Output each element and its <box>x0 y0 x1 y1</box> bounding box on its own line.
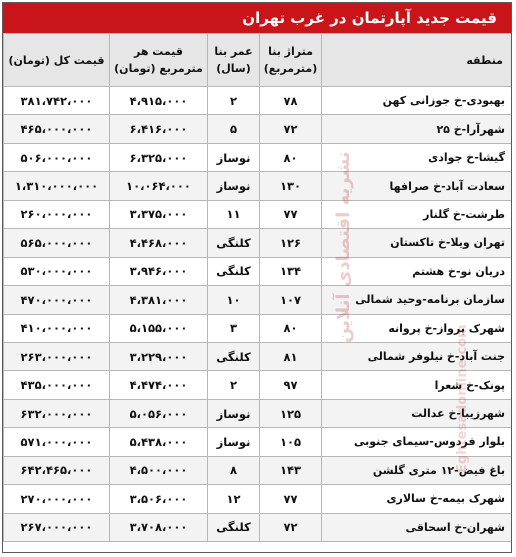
cell-total-price: ۳۸۱،۷۴۲،۰۰۰ <box>4 87 110 115</box>
cell-age: ۱۰ <box>208 286 260 314</box>
cell-area: ۷۲ <box>260 513 322 541</box>
cell-total-price: ۴۳۵،۰۰۰،۰۰۰ <box>4 371 110 399</box>
cell-age: ۲ <box>208 87 260 115</box>
cell-price-per-m2: ۳،۵۰۶،۰۰۰ <box>110 485 208 513</box>
watermark-fa: نشریه اقتصادی آنلاین <box>333 151 354 343</box>
cell-area: ۸۰ <box>260 314 322 342</box>
watermark-en: Eghtesadonline.com <box>455 324 470 473</box>
cell-age: کلنگی <box>208 257 260 285</box>
table-row <box>4 286 512 314</box>
table-row <box>4 87 512 115</box>
table-row <box>4 485 512 513</box>
cell-total-price: ۶۴۲،۴۶۵،۰۰۰ <box>4 456 110 484</box>
cell-total-price: ۵۶۵،۰۰۰،۰۰۰ <box>4 229 110 257</box>
cell-region: شهرزیبا-خ عدالت <box>322 399 512 427</box>
cell-area: ۱۴۳ <box>260 456 322 484</box>
cell-area: ۱۳۰ <box>260 172 322 200</box>
cell-age: ۸ <box>208 456 260 484</box>
cell-total-price: ۲۶۰،۰۰۰،۰۰۰ <box>4 200 110 228</box>
price-table-card <box>2 2 512 553</box>
cell-age: کلنگی <box>208 513 260 541</box>
table-row <box>4 371 512 399</box>
table-row <box>4 229 512 257</box>
cell-total-price: ۱،۳۱۰،۰۰۰،۰۰۰ <box>4 172 110 200</box>
table-row <box>4 172 512 200</box>
cell-region: پونک-خ شعرا <box>322 371 512 399</box>
cell-area: ۱۰۷ <box>260 286 322 314</box>
cell-age: ۱۲ <box>208 485 260 513</box>
cell-region: طرشت-خ گلنار <box>322 200 512 228</box>
cell-age: نوساز <box>208 143 260 171</box>
table-row <box>4 314 512 342</box>
cell-total-price: ۵۷۱،۰۰۰،۰۰۰ <box>4 428 110 456</box>
cell-price-per-m2: ۶،۴۱۶،۰۰۰ <box>110 115 208 143</box>
cell-price-per-m2: ۵،۰۵۶،۰۰۰ <box>110 399 208 427</box>
cell-price-per-m2: ۱۰،۰۶۴،۰۰۰ <box>110 172 208 200</box>
cell-region: بلوار فردوس-سیمای جنوبی <box>322 428 512 456</box>
cell-area: ۷۷ <box>260 485 322 513</box>
table-row <box>4 428 512 456</box>
cell-total-price: ۴۶۵،۰۰۰،۰۰۰ <box>4 115 110 143</box>
cell-price-per-m2: ۴،۵۰۰،۰۰۰ <box>110 456 208 484</box>
table-row <box>4 399 512 427</box>
cell-price-per-m2: ۳،۷۰۸،۰۰۰ <box>110 513 208 541</box>
cell-region: سازمان برنامه-وحید شمالی <box>322 286 512 314</box>
cell-area: ۷۷ <box>260 200 322 228</box>
cell-age: ۳ <box>208 314 260 342</box>
cell-age: کلنگی <box>208 229 260 257</box>
cell-area: ۷۲ <box>260 115 322 143</box>
cell-region: تهران ویلا-خ تاکستان <box>322 229 512 257</box>
cell-age: ۱۱ <box>208 200 260 228</box>
table-row <box>4 200 512 228</box>
table-title: قیمت جدید آپارتمان در غرب تهران <box>3 3 511 33</box>
header-age: عمر بنا (سال) <box>208 34 260 87</box>
cell-price-per-m2: ۳،۲۲۹،۰۰۰ <box>110 342 208 370</box>
cell-area: ۹۷ <box>260 371 322 399</box>
cell-total-price: ۲۶۷،۰۰۰،۰۰۰ <box>4 513 110 541</box>
cell-price-per-m2: ۳،۳۷۵،۰۰۰ <box>110 200 208 228</box>
cell-region: دریان نو-خ هشتم <box>322 257 512 285</box>
header-total-price: قیمت کل (تومان) <box>4 34 110 87</box>
header-region: منطقه <box>322 34 512 87</box>
cell-price-per-m2: ۵،۱۵۵،۰۰۰ <box>110 314 208 342</box>
table-row <box>4 456 512 484</box>
cell-total-price: ۵۳۰،۰۰۰،۰۰۰ <box>4 257 110 285</box>
table-row <box>4 342 512 370</box>
cell-area: ۷۸ <box>260 87 322 115</box>
table-row <box>4 257 512 285</box>
cell-area: ۱۲۵ <box>260 399 322 427</box>
cell-total-price: ۴۱۰،۰۰۰،۰۰۰ <box>4 314 110 342</box>
cell-age: نوساز <box>208 399 260 427</box>
header-area: متراژ بنا (مترمربع) <box>260 34 322 87</box>
cell-region: شهرآرا-خ ۲۵ <box>322 115 512 143</box>
cell-region: باغ فیض-۱۲ متری گلشن <box>322 456 512 484</box>
cell-price-per-m2: ۴،۴۷۴،۰۰۰ <box>110 371 208 399</box>
cell-region: شهرک بیمه-خ سالاری <box>322 485 512 513</box>
cell-area: ۸۰ <box>260 143 322 171</box>
cell-total-price: ۵۰۶،۰۰۰،۰۰۰ <box>4 143 110 171</box>
cell-total-price: ۶۳۲،۰۰۰،۰۰۰ <box>4 399 110 427</box>
cell-age: ۵ <box>208 115 260 143</box>
cell-region: شهران-خ اسحاقی <box>322 513 512 541</box>
cell-price-per-m2: ۴،۳۸۱،۰۰۰ <box>110 286 208 314</box>
table-row <box>4 513 512 541</box>
cell-region: بهبودی-خ جوزانی کهن <box>322 87 512 115</box>
cell-area: ۱۰۵ <box>260 428 322 456</box>
cell-total-price: ۲۶۳،۰۰۰،۰۰۰ <box>4 342 110 370</box>
cell-area: ۱۳۴ <box>260 257 322 285</box>
cell-region: جنت آباد-خ نیلوفر شمالی <box>322 342 512 370</box>
cell-area: ۱۲۶ <box>260 229 322 257</box>
cell-age: ۲ <box>208 371 260 399</box>
table-body <box>4 87 512 542</box>
cell-price-per-m2: ۴،۹۱۵،۰۰۰ <box>110 87 208 115</box>
cell-region: گیشا-خ جوادی <box>322 143 512 171</box>
cell-price-per-m2: ۳،۹۴۶،۰۰۰ <box>110 257 208 285</box>
cell-price-per-m2: ۶،۳۲۵،۰۰۰ <box>110 143 208 171</box>
cell-age: نوساز <box>208 428 260 456</box>
header-price-per-m2: قیمت هر مترمربع (تومان) <box>110 34 208 87</box>
cell-age: نوساز <box>208 172 260 200</box>
table-header-row <box>4 34 512 87</box>
cell-price-per-m2: ۴،۴۶۸،۰۰۰ <box>110 229 208 257</box>
cell-age: کلنگی <box>208 342 260 370</box>
table-row <box>4 143 512 171</box>
cell-region: سعادت آباد-خ صرافها <box>322 172 512 200</box>
cell-price-per-m2: ۵،۴۳۸،۰۰۰ <box>110 428 208 456</box>
cell-region: شهرک پرواز-خ پروانه <box>322 314 512 342</box>
table-row <box>4 115 512 143</box>
cell-area: ۸۱ <box>260 342 322 370</box>
cell-total-price: ۴۷۰،۰۰۰،۰۰۰ <box>4 286 110 314</box>
cell-total-price: ۲۷۰،۰۰۰،۰۰۰ <box>4 485 110 513</box>
apartment-price-table <box>3 33 512 542</box>
